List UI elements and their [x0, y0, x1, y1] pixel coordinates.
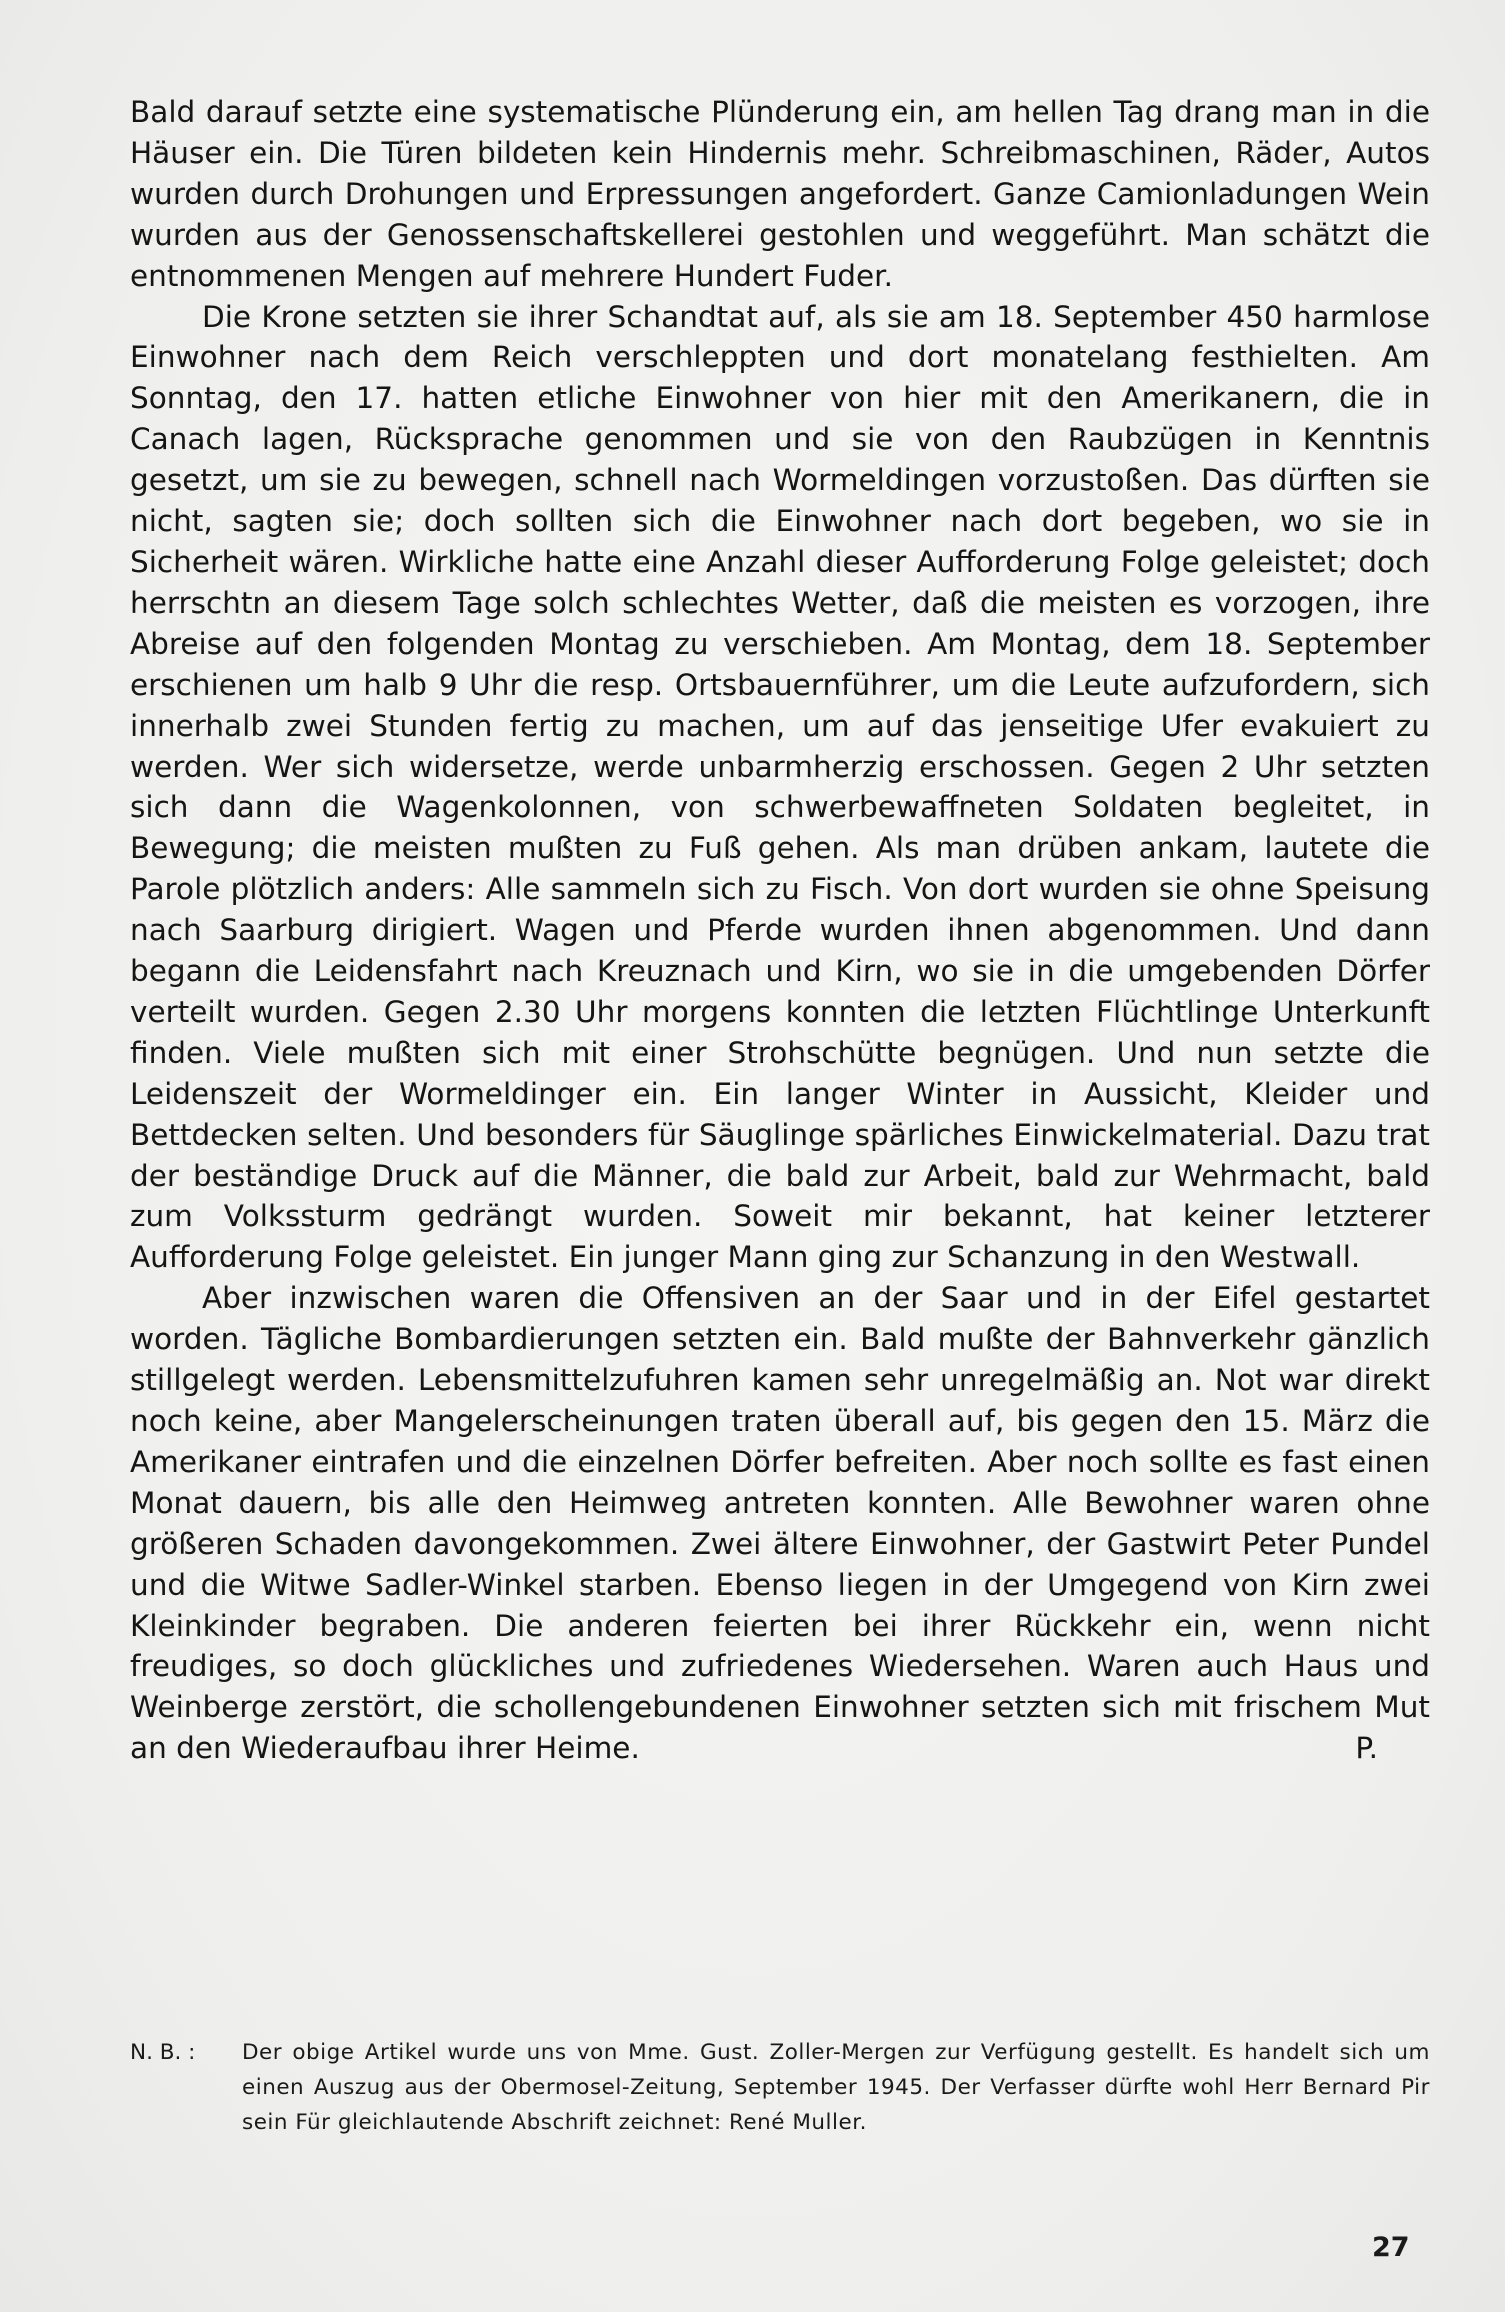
- paragraph-1: Bald darauf setzte eine systematische Plünderung ein, am hellen Tag drang man in die Häuser ein. Die Türen bildeten kein Hindernis mehr. Schreibmaschinen, Räder, Autos wurden durch Drohungen und Erpressungen angefordert. Ganze Camionladungen Wein wurden aus der Genossenschaftskellerei gestohlen und weggeführt. Man schätzt die entnommenen Mengen auf mehrere Hundert Fuder.: [130, 95, 1430, 293]
- article-body: [130, 92, 1430, 1769]
- note-label: N. B. :: [130, 2040, 196, 2065]
- note-text: Der obige Artikel wurde uns von Mme. Gust. Zoller-Mergen zur Verfügung gestellt. Es handelt sich um einen Auszug aus der Obermosel-Zeitung, September 1945. Der Verfasser dürfte wohl Herr Bernard Pir sein Für gleichlautende Abschrift zeichnet: René Muller.: [242, 2040, 1430, 2135]
- editor-note: [130, 2035, 1430, 2140]
- page-number: 27: [1372, 2232, 1410, 2263]
- paragraph-2: Die Krone setzten sie ihrer Schandtat auf, als sie am 18. September 450 harmlose Einwohner nach dem Reich verschleppten und dort monatelang festhielten. Am Sonntag, den 17. hatten etliche Einwohner von hier mit den Amerikanern, die in Canach lagen, Rücksprache genommen und sie von den Raubzügen in Kenntnis gesetzt, um sie zu bewegen, schnell nach Wormeldingen vorzustoßen. Das dürften sie nicht, sagten sie; doch sollten sich die Einwohner nach dort begeben, wo sie in Sicherheit wären. Wirkliche hatte eine Anzahl dieser Aufforderung Folge geleistet; doch herrschtn an diesem Tage solch schlechtes Wetter, daß die meisten es vorzogen, ihre Abreise auf den folgenden Montag zu verschieben. Am Montag, dem 18. September erschienen um halb 9 Uhr die resp. Ortsbauernführer, um die Leute aufzufordern, sich innerhalb zwei Stunden fertig zu machen, um auf das jenseitige Ufer evakuiert zu werden. Wer sich widersetze, werde unbarmherzig erschossen. Gegen 2 Uhr setzten sich dann die Wagenkolonnen, von schwerbewaffneten Soldaten begleitet, in Bewegung; die meisten mußten zu Fuß gehen. Als man drüben ankam, lautete die Parole plötzlich anders: Alle sammeln sich zu Fisch. Von dort wurden sie ohne Speisung nach Saarburg dirigiert. Wagen und Pferde wurden ihnen abgenommen. Und dann begann die Leidensfahrt nach Kreuznach und Kirn, wo sie in die umgebenden Dörfer verteilt wurden. Gegen 2.30 Uhr morgens konnten die letzten Flüchtlinge Unterkunft finden. Viele mußten sich mit einer Strohschütte begnügen. Und nun setzte die Leidenszeit der Wormeldinger ein. Ein langer Winter in Aussicht, Kleider und Bettdecken selten. Und besonders für Säuglinge spärliches Einwickelmaterial. Dazu trat der beständige Druck auf die Männer, die bald zur Arbeit, bald zur Wehrmacht, bald zum Volkssturm gedrängt wurden. Soweit mir bekannt, hat keiner letzterer Aufforderung Folge geleistet. Ein junger Mann ging zur Schanzung in den Westwall.: [130, 299, 1430, 1275]
- author-signature: P.: [1355, 1731, 1378, 1766]
- paragraph-3: Aber inzwischen waren die Offensiven an der Saar und in der Eifel gestartet worden. Tägliche Bombardierungen setzten ein. Bald mußte der Bahnverkehr gänzlich stillgelegt werden. Lebensmittelzufuhren kamen sehr unregelmäßig an. Not war direkt noch keine, aber Mangelerscheinungen traten überall auf, bis gegen den 15. März die Amerikaner eintrafen und die einzelnen Dörfer befreiten. Aber noch sollte es fast einen Monat dauern, bis alle den Heimweg antreten konnten. Alle Bewohner waren ohne größeren Schaden davongekommen. Zwei ältere Einwohner, der Gastwirt Peter Pundel und die Witwe Sadler-Winkel starben. Ebenso liegen in der Umgegend von Kirn zwei Kleinkinder begraben. Die anderen feierten bei ihrer Rückkehr ein, wenn nicht freudiges, so doch glückliches und zufriedenes Wiedersehen. Waren auch Haus und Weinberge zerstört, die schollengebundenen Einwohner setzten sich mit frischem Mut an den Wiederaufbau ihrer Heime.: [130, 1281, 1430, 1766]
- final-paragraph-block: [130, 1278, 1430, 1769]
